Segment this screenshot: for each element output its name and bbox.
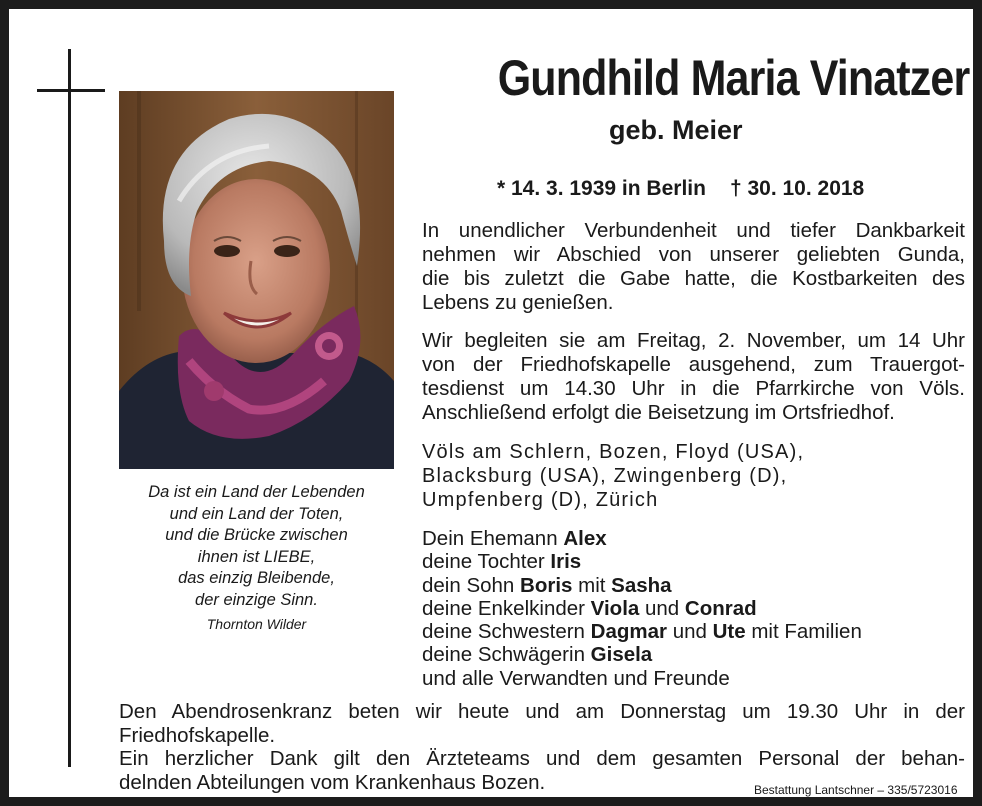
thanks-line: Ein herzlicher Dank gilt den Ärzteteams und dem gesamten Personal der behan- [119, 747, 965, 770]
quote-line: Da ist ein Land der Lebenden [148, 483, 365, 501]
memorial-quote [119, 482, 394, 636]
mourner-line: deine Enkelkinder Viola und Conrad [422, 596, 757, 620]
places-line: Blacksburg (USA), Zwingenberg (D), [422, 465, 788, 487]
mourner-line: deine Schwestern Dagmar und Ute mit Familien [422, 620, 862, 644]
farewell-paragraph [422, 219, 965, 315]
quote-line: das einzig Bleibende, [178, 569, 335, 587]
mourner-line: dein Sohn Boris mit Sasha [422, 573, 672, 597]
funeral-line: tesdienst um 14.30 Uhr in die Pfarrkirche von Völs. [422, 377, 965, 400]
mourners-list [422, 527, 862, 690]
quote-line: und ein Land der Toten, [169, 504, 344, 523]
cross-horizontal-bar [37, 89, 105, 92]
mourner-line: deine Tochter Iris [422, 550, 582, 574]
mourner-line: deine Schwägerin Gisela [422, 643, 653, 667]
places-line: Umpfenberg (D), Zürich [422, 489, 659, 511]
deceased-name: Gundhild Maria Vinatzer [497, 50, 970, 106]
rosary-line: Friedhofskapelle. [119, 723, 276, 747]
quote-line: der einzige Sinn. [195, 590, 318, 609]
farewell-line: die bis zuletzt die Gabe hatte, die Kostbarkeiten des [422, 267, 965, 290]
farewell-line: In unendlicher Verbundenheit und tiefer Dankbarkeit [422, 219, 965, 242]
death-date: † 30. 10. 2018 [729, 177, 865, 200]
quote-author: Thornton Wilder [206, 616, 307, 632]
rosary-line: Den Abendrosenkranz beten wir heute und am Donnerstag um 19.30 Uhr in der [119, 700, 965, 723]
funeral-line: Anschließend erfolgt die Beisetzung im Ortsfriedhof. [422, 401, 895, 424]
quote-line: und die Brücke zwischen [165, 526, 348, 544]
undertaker-contact: Bestattung Lantschner – 335/5723016 [754, 783, 958, 797]
mourner-line: und alle Verwandten und Freunde [422, 666, 730, 690]
life-dates [497, 177, 864, 201]
birth-date: * 14. 3. 1939 in Berlin [497, 177, 706, 200]
farewell-line: Lebens zu genießen. [422, 291, 614, 314]
funeral-line: Wir begleiten sie am Freitag, 2. November, um 14 Uhr [422, 329, 965, 352]
places-list [422, 440, 804, 512]
mourner-line: Dein Ehemann Alex [422, 527, 607, 550]
funeral-paragraph [422, 329, 965, 425]
thanks-line: delnden Abteilungen vom Krankenhaus Bozen. [119, 770, 546, 794]
birth-name: geb. Meier [609, 115, 743, 145]
funeral-line: von der Friedhofskapelle ausgehend, zum Trauergot- [422, 353, 965, 376]
portrait-photo [119, 91, 394, 469]
farewell-line: nehmen wir Abschied von unserer geliebten Gunda, [422, 243, 965, 266]
places-line: Völs am Schlern, Bozen, Floyd (USA), [422, 441, 805, 463]
quote-line: ihnen ist LIEBE, [197, 547, 316, 566]
rosary-paragraph [119, 700, 965, 747]
cross-vertical-bar [68, 49, 71, 767]
